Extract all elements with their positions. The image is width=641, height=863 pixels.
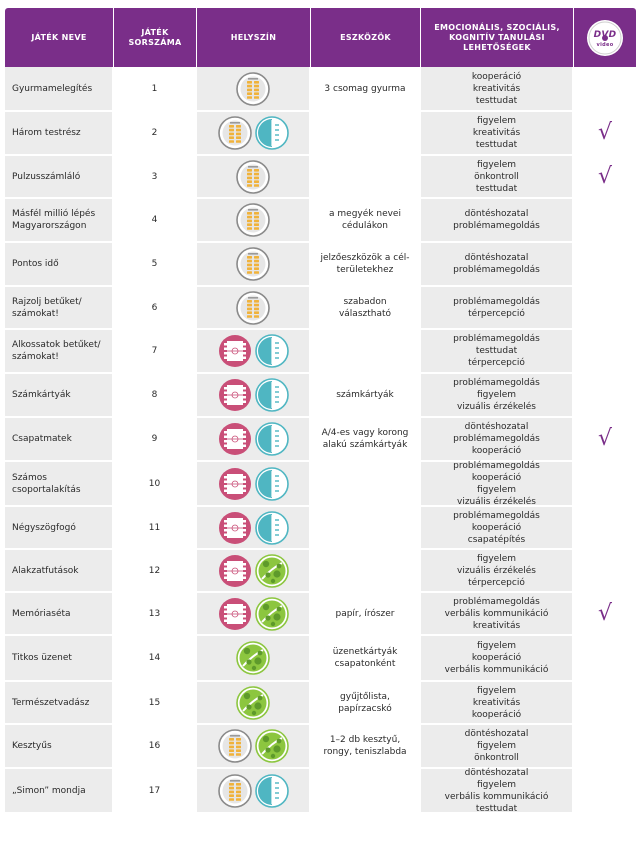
game-number-text: 16 <box>148 741 161 751</box>
tools-text: szabadon választható <box>338 296 392 319</box>
table-row <box>5 330 636 374</box>
game-number-cell <box>114 550 195 591</box>
hall-icon <box>255 378 289 412</box>
game-number-text: 3 <box>151 171 158 182</box>
learning-text: problémamegoldás kooperáció csapatépítés <box>453 510 540 545</box>
tools-cell <box>311 156 419 197</box>
learning-cell <box>421 462 572 505</box>
game-name-cell <box>5 507 112 548</box>
learning-text: problémamegoldás kooperáció figyelem vizuális érzékelés <box>453 460 540 507</box>
tools-cell <box>311 243 419 285</box>
tools-cell <box>311 418 419 460</box>
dvd-cell <box>574 682 636 723</box>
outdoor-icon <box>236 686 270 720</box>
tools-cell <box>311 287 419 328</box>
learning-text: figyelem kreativitás kooperáció <box>471 685 522 720</box>
hall-icon <box>255 774 289 808</box>
game-number-cell <box>114 462 195 505</box>
game-number-text: 8 <box>151 390 158 400</box>
header-dvd <box>574 8 636 67</box>
table-row <box>5 374 636 418</box>
classroom-icon <box>218 116 252 150</box>
tools-text: A/4-es vagy korong alakú számkártyák <box>321 428 409 450</box>
game-number-cell <box>114 769 195 812</box>
game-number-text: 9 <box>151 434 158 444</box>
place-cell <box>197 243 309 285</box>
place-cell <box>197 67 309 110</box>
gym-icon <box>218 554 252 588</box>
check-icon: √ <box>597 426 613 451</box>
header-tools: ESZKÖZÖK <box>311 8 421 67</box>
dvd-cell <box>574 550 636 591</box>
learning-cell <box>421 636 572 680</box>
tools-cell <box>311 374 419 416</box>
gym-icon <box>218 467 252 501</box>
outdoor-icon <box>255 597 289 631</box>
classroom-icon <box>236 291 270 325</box>
game-number-cell <box>114 243 195 285</box>
place-cell <box>197 418 309 460</box>
game-number-cell <box>114 725 195 767</box>
learning-text: döntéshozatal figyelem verbális kommunikáció testtudat <box>444 767 549 814</box>
gym-icon <box>218 378 252 412</box>
game-name-cell <box>5 725 112 767</box>
game-number-cell <box>114 330 195 372</box>
learning-cell <box>421 769 572 812</box>
game-number-text: 12 <box>148 565 161 576</box>
hall-icon <box>255 511 289 545</box>
place-cell <box>197 374 309 416</box>
game-number-text: 10 <box>148 478 161 489</box>
dvd-cell <box>574 156 636 197</box>
tools-text: gyűjtőlista, papírzacskó <box>338 691 392 714</box>
game-number-text: 11 <box>148 522 161 533</box>
classroom-icon <box>236 203 270 237</box>
tools-cell <box>311 636 419 680</box>
game-name-text: Kesztyűs <box>12 741 52 751</box>
game-name-text: Számkártyák <box>12 390 71 400</box>
tools-cell <box>311 769 419 812</box>
game-name-cell <box>5 67 112 110</box>
learning-cell <box>421 199 572 241</box>
hall-icon <box>255 467 289 501</box>
outdoor-icon <box>255 554 289 588</box>
table-row <box>5 769 636 814</box>
game-number-cell <box>114 682 195 723</box>
place-cell <box>197 507 309 548</box>
dvd-cell <box>574 418 636 460</box>
place-cell <box>197 330 309 372</box>
place-cell <box>197 682 309 723</box>
dvd-cell <box>574 507 636 548</box>
game-number-text: 4 <box>151 215 158 225</box>
game-name-text: Három testrész <box>12 128 81 138</box>
learning-cell <box>421 374 572 416</box>
game-name-cell <box>5 374 112 416</box>
dvd-cell <box>574 67 636 110</box>
tools-text: számkártyák <box>336 390 394 400</box>
game-number-cell <box>114 67 195 110</box>
learning-text: figyelem önkontroll testtudat <box>474 159 519 194</box>
classroom-icon <box>236 72 270 106</box>
game-number-cell <box>114 199 195 241</box>
tools-text: üzenetkártyák csapatonként <box>332 647 398 669</box>
place-cell <box>197 287 309 328</box>
tools-text: 1–2 db kesztyű, rongy, teniszlabda <box>323 735 407 757</box>
tools-text: jelzőeszközök a cél- területekhez <box>320 253 410 275</box>
tools-text: papír, írószer <box>335 608 395 619</box>
game-number-text: 2 <box>151 128 158 138</box>
learning-cell <box>421 418 572 460</box>
game-name-text: Négyszögfogó <box>12 522 76 533</box>
table-row <box>5 593 636 636</box>
dvd-cell <box>574 330 636 372</box>
learning-text: problémamegoldás térpercepció <box>453 296 540 319</box>
game-name-cell <box>5 418 112 460</box>
learning-text: problémamegoldás verbális kommunikáció kreativitás <box>444 596 549 631</box>
video-label: video <box>596 41 614 48</box>
game-name-text: Gyurmamelegítés <box>12 83 93 94</box>
check-icon: √ <box>597 163 613 189</box>
table-row <box>5 682 636 725</box>
dvd-cell <box>574 769 636 812</box>
learning-text: döntéshozatal problémamegoldás <box>453 253 540 275</box>
game-number-cell <box>114 287 195 328</box>
game-name-cell <box>5 462 112 505</box>
table-row <box>5 550 636 593</box>
learning-text: döntéshozatal problémamegoldás kooperáció <box>453 422 540 456</box>
classroom-icon <box>236 160 270 194</box>
check-icon: √ <box>597 120 613 145</box>
dvd-cell <box>574 112 636 154</box>
tools-cell <box>311 593 419 634</box>
game-name-text: Számos csoportalakítás <box>12 472 81 495</box>
game-name-cell <box>5 769 112 812</box>
dvd-cell <box>574 725 636 767</box>
classroom-icon <box>236 247 270 281</box>
hall-icon <box>255 422 289 456</box>
game-name-text: „Simon” mondja <box>12 785 86 796</box>
learning-cell <box>421 330 572 372</box>
place-cell <box>197 199 309 241</box>
game-number-cell <box>114 418 195 460</box>
header-number: JÁTÉK SORSZÁMA <box>114 8 197 67</box>
place-cell <box>197 593 309 634</box>
game-name-cell <box>5 156 112 197</box>
table-row <box>5 507 636 550</box>
table-row <box>5 418 636 462</box>
hall-icon <box>255 116 289 150</box>
table-body <box>5 67 636 814</box>
table-row <box>5 199 636 243</box>
game-name-text: Alkossatok betűket/ számokat! <box>12 340 101 362</box>
table-row <box>5 636 636 682</box>
table-row <box>5 287 636 330</box>
dvd-cell <box>574 287 636 328</box>
tools-cell <box>311 550 419 591</box>
tools-cell <box>311 682 419 723</box>
tools-cell <box>311 507 419 548</box>
game-number-text: 14 <box>148 653 161 663</box>
game-number-text: 7 <box>151 346 158 356</box>
table-row <box>5 67 636 112</box>
table-row <box>5 156 636 199</box>
table-row <box>5 243 636 287</box>
place-cell <box>197 769 309 812</box>
game-name-text: Memóriaséta <box>12 608 71 619</box>
game-name-cell <box>5 636 112 680</box>
tools-cell <box>311 199 419 241</box>
learning-cell <box>421 287 572 328</box>
tools-cell <box>311 67 419 110</box>
tools-cell <box>311 330 419 372</box>
game-name-cell <box>5 112 112 154</box>
game-name-cell <box>5 330 112 372</box>
learning-text: problémamegoldás figyelem vizuális érzékelés <box>453 378 540 412</box>
hall-icon <box>255 334 289 368</box>
game-number-text: 17 <box>148 785 161 796</box>
header-emotional: EMOCIONÁLIS, SZOCIÁLIS, KOGNITÍV TANULÁSI LEHETŐSÉGEK <box>421 8 574 67</box>
game-number-text: 1 <box>151 83 158 94</box>
learning-text: döntéshozatal figyelem önkontroll <box>464 729 529 763</box>
header-name: JÁTÉK NEVE <box>5 8 114 67</box>
game-name-text: Pulzusszámláló <box>12 171 81 182</box>
game-number-cell <box>114 112 195 154</box>
game-name-text: Rajzolj betűket/ számokat! <box>12 296 82 319</box>
game-number-text: 13 <box>148 608 161 619</box>
game-name-cell <box>5 243 112 285</box>
learning-cell <box>421 112 572 154</box>
learning-cell <box>421 156 572 197</box>
learning-cell <box>421 507 572 548</box>
game-number-text: 5 <box>151 259 158 269</box>
learning-cell <box>421 593 572 634</box>
gym-icon <box>218 597 252 631</box>
outdoor-icon <box>236 641 270 675</box>
dvd-cell <box>574 636 636 680</box>
game-name-cell <box>5 682 112 723</box>
game-number-cell <box>114 156 195 197</box>
table-row <box>5 462 636 507</box>
learning-text: figyelem vizuális érzékelés térpercepció <box>457 553 536 588</box>
learning-cell <box>421 243 572 285</box>
place-cell <box>197 550 309 591</box>
tools-text: a megyék nevei cédulákon <box>329 209 401 231</box>
gym-icon <box>218 422 252 456</box>
table-header <box>5 8 636 67</box>
classroom-icon <box>218 774 252 808</box>
game-name-text: Alakzatfutások <box>12 565 79 576</box>
game-number-text: 6 <box>151 302 158 313</box>
tools-cell <box>311 112 419 154</box>
game-name-cell <box>5 550 112 591</box>
dvd-cell <box>574 462 636 505</box>
learning-text: döntéshozatal problémamegoldás <box>453 209 540 231</box>
place-cell <box>197 636 309 680</box>
place-cell <box>197 725 309 767</box>
dvd-cell <box>574 243 636 285</box>
place-cell <box>197 112 309 154</box>
game-name-cell <box>5 199 112 241</box>
learning-cell <box>421 725 572 767</box>
activity-table <box>5 8 636 814</box>
dvd-cell <box>574 593 636 634</box>
tools-cell <box>311 725 419 767</box>
game-name-text: Csapatmatek <box>12 434 72 444</box>
game-name-text: Másfél millió lépés Magyarországon <box>12 209 96 231</box>
game-number-cell <box>114 374 195 416</box>
tools-text: 3 csomag gyurma <box>324 83 406 94</box>
game-number-cell <box>114 636 195 680</box>
learning-cell <box>421 67 572 110</box>
table-row <box>5 725 636 769</box>
place-cell <box>197 462 309 505</box>
game-number-text: 15 <box>148 697 161 708</box>
learning-cell <box>421 550 572 591</box>
game-name-cell <box>5 593 112 634</box>
dvd-video-icon <box>585 18 625 58</box>
outdoor-icon <box>255 729 289 763</box>
learning-text: problémamegoldás testtudat térpercepció <box>453 334 540 368</box>
place-cell <box>197 156 309 197</box>
learning-text: figyelem kreativitás testtudat <box>472 116 521 150</box>
learning-text: figyelem kooperáció verbális kommunikáció <box>444 641 549 675</box>
tools-cell <box>311 462 419 505</box>
game-name-text: Titkos üzenet <box>12 653 72 663</box>
game-number-cell <box>114 507 195 548</box>
game-number-cell <box>114 593 195 634</box>
gym-icon <box>218 334 252 368</box>
gym-icon <box>218 511 252 545</box>
dvd-label: DVD <box>593 29 617 40</box>
learning-cell <box>421 682 572 723</box>
dvd-cell <box>574 199 636 241</box>
dvd-cell <box>574 374 636 416</box>
game-name-text: Természetvadász <box>12 697 90 708</box>
table-row <box>5 112 636 156</box>
game-name-text: Pontos idő <box>12 259 59 269</box>
learning-text: kooperáció kreativitás testtudat <box>471 71 522 106</box>
classroom-icon <box>218 729 252 763</box>
game-name-cell <box>5 287 112 328</box>
header-place: HELYSZÍN <box>197 8 311 67</box>
check-icon: √ <box>597 600 613 626</box>
